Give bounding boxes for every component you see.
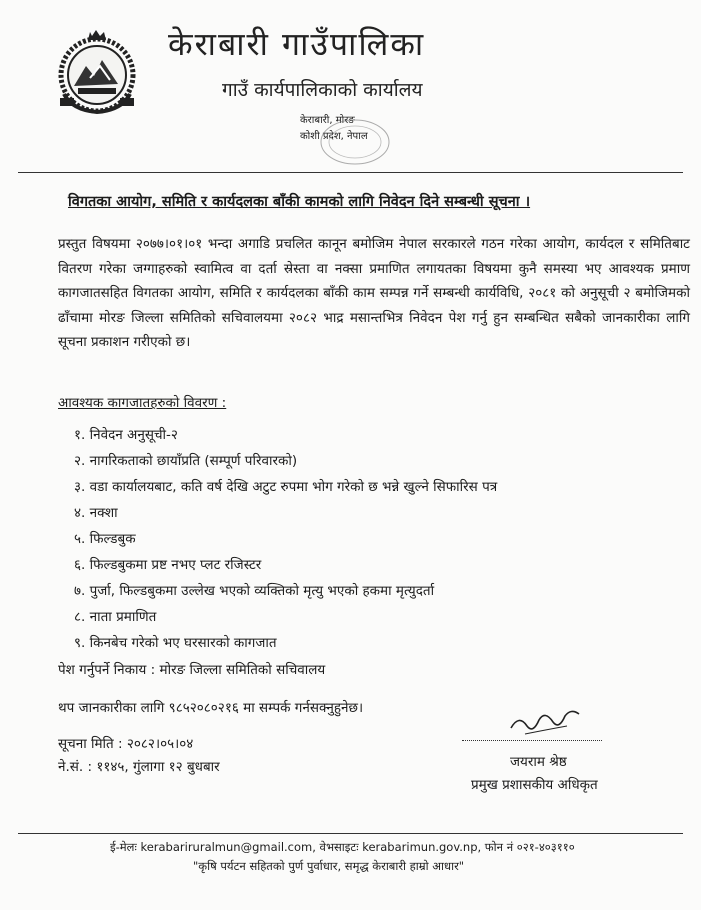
signatory-title: प्रमुख प्रशासकीय अधिकृत (471, 777, 598, 793)
list-item: ५. फिल्डबुक (74, 531, 136, 547)
list-item: २. नागरिकताको छायाँप्रति (सम्पूर्ण परिवारको) (74, 453, 298, 469)
footer-contact: ई-मेलः kerabariruralmun@gmail.com, वेभसाइटः kerabarimun.gov.np, फोन नं ०२१-४०३११० (110, 840, 575, 854)
contact-note: थप जानकारीका लागि ९८५२०८०२१६ मा सम्पर्क गर्नसक्नुहुनेछ। (58, 700, 364, 716)
documents-list (74, 422, 497, 656)
header-divider (18, 172, 683, 173)
nepal-sambat-date: ने.सं. : ११४५, गुंलागा १२ बुधबार (58, 759, 220, 775)
office-name: गाउँ कार्यपालिकाको कार्यालय (222, 79, 423, 101)
notice-date: सूचना मिति : २०८२।०५।०४ (58, 736, 194, 752)
footer-divider (18, 833, 683, 834)
footer-slogan: "कृषि पर्यटन सहितको पुर्ण पुर्वाधार, समृद्ध केराबारी हाम्रो आधार" (193, 859, 465, 873)
signatory-name: जयराम श्रेष्ठ (510, 754, 567, 770)
list-item: ३. वडा कार्यालयबाट, कति वर्ष देखि अटुट रुपमा भोग गरेको छ भन्ने खुल्ने सिफारिस पत्र (74, 479, 498, 495)
notice-subject (68, 191, 530, 211)
signature-line (462, 740, 602, 741)
address-line-1: केराबारी, मोरङ (300, 115, 355, 126)
notice-subject-text: विगतका आयोग, समिति र कार्यदलका बाँकी कामको लागि निवेदन दिने सम्बन्धी सूचना । (68, 194, 531, 210)
submission-office: पेश गर्नुपर्ने निकाय : मोरङ जिल्ला समितिको सचिवालय (58, 662, 326, 678)
nepal-coat-of-arms-icon (52, 28, 142, 118)
notice-body: प्रस्तुत विषयमा २०७७।०१।०१ भन्दा अगाडि प्रचलित कानून बमोजिम नेपाल सरकारले गठन गरेका आयोग, कार्यदल र समितिबाट वितरण गरेका जग्गाहरुको स्वामित्व वा दर्ता स्रेस्ता वा नक्सा प्रमाणित लगायतका विषयमा कुनै समस्या भए आवश्यक प्रमाण कागजातसहित विगतका आयोग, समिति र कार्यदलका बाँकी काम सम्पन्न गर्ने सम्बन्धी कार्यविधि, २०८१ को अनुसूची २ बमोजिमको ढाँचामा मोरङ जिल्ला समितिको सचिवालयमा २०८२ भाद्र मसान्तभित्र निवेदन पेश गर्नु हुन सम्बन्धित सबैको जानकारीका लागि सूचना प्रकाशन गरीएको छ। (58, 236, 690, 350)
list-item: ८. नाता प्रमाणित (74, 609, 157, 625)
signature (505, 700, 585, 740)
list-item: १. निवेदन अनुसूची-२ (74, 427, 178, 443)
documents-heading: आवश्यक कागजातहरुको विवरण : (58, 395, 227, 411)
list-item: ९. किनबेच गरेको भए घरसारको कागजात (74, 635, 277, 651)
list-item: ७. पुर्जा, फिल्डबुकमा उल्लेख भएको व्यक्तिको मृत्यु भएको हकमा मृत्युदर्ता (74, 583, 435, 599)
office-stamp (300, 112, 395, 167)
address-line-2: कोशी प्रदेश, नेपाल (300, 131, 368, 142)
list-item: ४. नक्शा (74, 505, 118, 521)
municipality-name: केराबारी गाउँपालिका (168, 25, 426, 63)
list-item: ६. फिल्डबुकमा प्रष्ट नभए प्लट रजिस्टर (74, 557, 262, 573)
